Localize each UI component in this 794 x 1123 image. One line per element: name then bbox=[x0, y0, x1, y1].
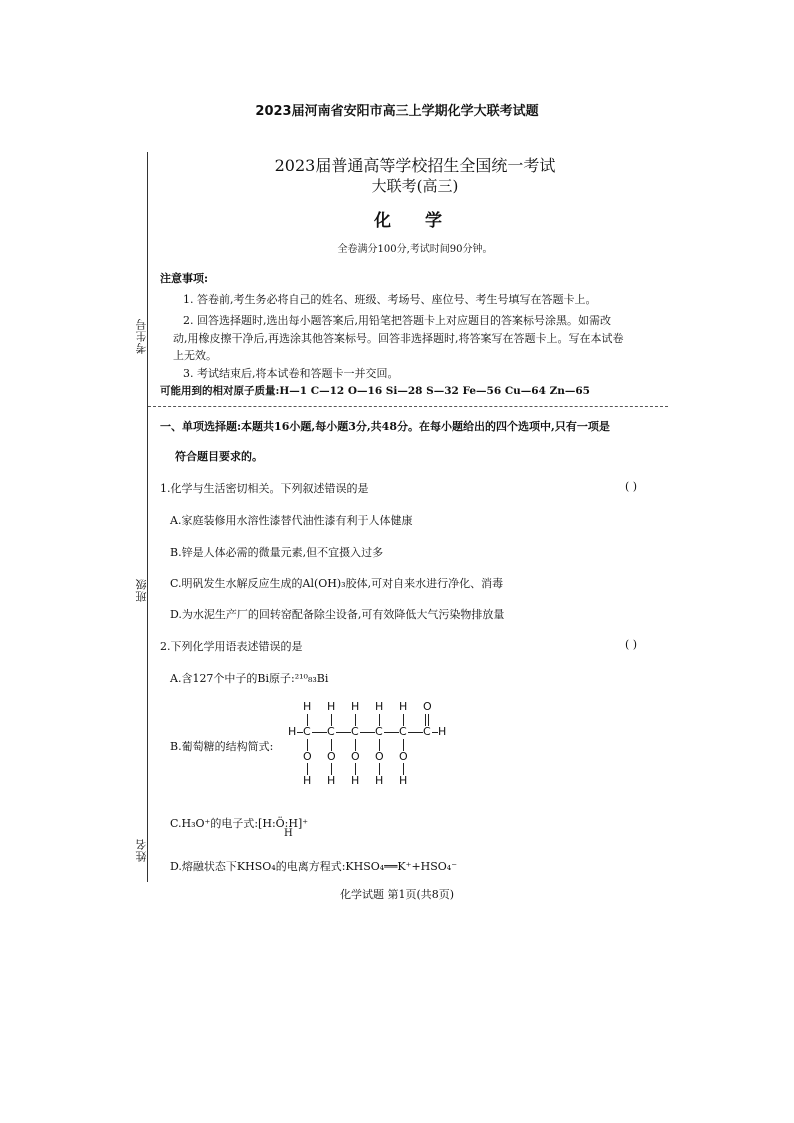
section-divider bbox=[148, 406, 668, 408]
formula-o-top: O bbox=[423, 700, 432, 713]
notice-item-2: 2. 回答选择题时,选出每小题答案后,用铅笔把答题卡上对应题目的答案标号涂黑。如需改 bbox=[183, 314, 611, 327]
binding-line bbox=[147, 152, 148, 882]
formula-h-bottom-4: H bbox=[375, 774, 384, 787]
formula-h-top-2: H bbox=[327, 700, 336, 713]
formula-c-5: C bbox=[399, 725, 407, 738]
formula-h-left: H bbox=[288, 725, 297, 738]
formula-h-top-4: H bbox=[375, 700, 384, 713]
formula-h-top-5: H bbox=[399, 700, 408, 713]
formula-o-2: O bbox=[327, 750, 336, 763]
notice-item-2-end: 上无效。 bbox=[173, 349, 217, 362]
formula-h-bottom-3: H bbox=[351, 774, 360, 787]
q2-option-a: A.含127个中子的Bi原子:²¹⁰₈₃Bi bbox=[170, 672, 329, 685]
notice-item-2-cont: 动,用橡皮擦干净后,再选涂其他答案标号。回答非选择题时,将答案写在答题卡上。写在本试卷 bbox=[173, 332, 624, 345]
formula-o-1: O bbox=[303, 750, 312, 763]
page-footer: 化学试题 第1页(共8页) bbox=[339, 888, 455, 901]
q1-answer-paren: ( ) bbox=[625, 480, 638, 493]
subject-title: 化 学 bbox=[374, 211, 456, 231]
bond bbox=[312, 732, 327, 733]
formula-c-2: C bbox=[327, 725, 335, 738]
page-title: 2023届河南省安阳市高三上学期化学大联考试题 bbox=[255, 104, 539, 119]
formula-h-top-1: H bbox=[303, 700, 312, 713]
name-label: 姓名 bbox=[135, 838, 148, 862]
exam-subtitle: 大联考(高三) bbox=[371, 177, 459, 195]
bond bbox=[408, 732, 423, 733]
formula-c-6: C bbox=[423, 725, 431, 738]
q1-option-a: A.家庭装修用水溶性漆替代油性漆有利于人体健康 bbox=[170, 514, 413, 527]
q2-stem: 2.下列化学用语表述错误的是 bbox=[160, 640, 303, 653]
bond bbox=[384, 732, 399, 733]
glucose-structural-formula bbox=[290, 700, 450, 790]
q1-option-b: B.锌是人体必需的微量元素,但不宜摄入过多 bbox=[170, 546, 384, 559]
atomic-masses: 可能用到的相对原子质量:H—1 C—12 O—16 Si—28 S—32 Fe—56 Cu—64 Zn—65 bbox=[160, 385, 590, 397]
notice-item-3: 3. 考试结束后,将本试卷和答题卡一并交回。 bbox=[183, 367, 399, 380]
formula-c-3: C bbox=[351, 725, 359, 738]
formula-h-top-3: H bbox=[351, 700, 360, 713]
q2-option-b: B.葡萄糖的结构简式: bbox=[170, 740, 274, 753]
formula-o-3: O bbox=[351, 750, 360, 763]
formula-h-bottom-2: H bbox=[327, 774, 336, 787]
section-instructions: 一、单项选择题:本题共16小题,每小题3分,共48分。在每小题给出的四个选项中,只有一项是 bbox=[160, 420, 610, 433]
notice-title: 注意事项: bbox=[160, 272, 209, 285]
q1-stem: 1.化学与生活密切相关。下列叙述错误的是 bbox=[160, 482, 369, 495]
formula-c-1: C bbox=[303, 725, 311, 738]
bond bbox=[336, 732, 351, 733]
notice-item-1: 1. 答卷前,考生务必将自己的姓名、班级、考场号、座位号、考生号填写在答题卡上。 bbox=[183, 293, 597, 306]
score-info: 全卷满分100分,考试时间90分钟。 bbox=[337, 244, 493, 255]
class-label: 班级 bbox=[135, 578, 148, 602]
q2-option-c: C.H₃O⁺的电子式:[H:Ö:H]⁺ bbox=[170, 817, 309, 830]
section-instructions-cont: 符合题目要求的。 bbox=[175, 450, 263, 463]
formula-o-5: O bbox=[399, 750, 408, 763]
formula-o-4: O bbox=[375, 750, 384, 763]
exam-number-label: 考生号 bbox=[135, 318, 148, 354]
q2-answer-paren: ( ) bbox=[625, 638, 638, 651]
q1-option-c: C.明矾发生水解反应生成的Al(OH)₃胶体,可对自来水进行净化、消毒 bbox=[170, 577, 504, 590]
q1-option-d: D.为水泥生产厂的回转窑配备除尘设备,可有效降低大气污染物排放量 bbox=[170, 608, 505, 621]
formula-h-bottom-5: H bbox=[399, 774, 408, 787]
q2-option-d: D.熔融状态下KHSO₄的电离方程式:KHSO₄══K⁺+HSO₄⁻ bbox=[170, 860, 458, 873]
formula-h-bottom-1: H bbox=[303, 774, 312, 787]
q2-option-c-lower-h: H bbox=[284, 828, 293, 839]
formula-h-right: H bbox=[438, 725, 447, 738]
formula-c-4: C bbox=[375, 725, 383, 738]
bond bbox=[360, 732, 375, 733]
exam-title: 2023届普通高等学校招生全国统一考试 bbox=[274, 156, 556, 175]
